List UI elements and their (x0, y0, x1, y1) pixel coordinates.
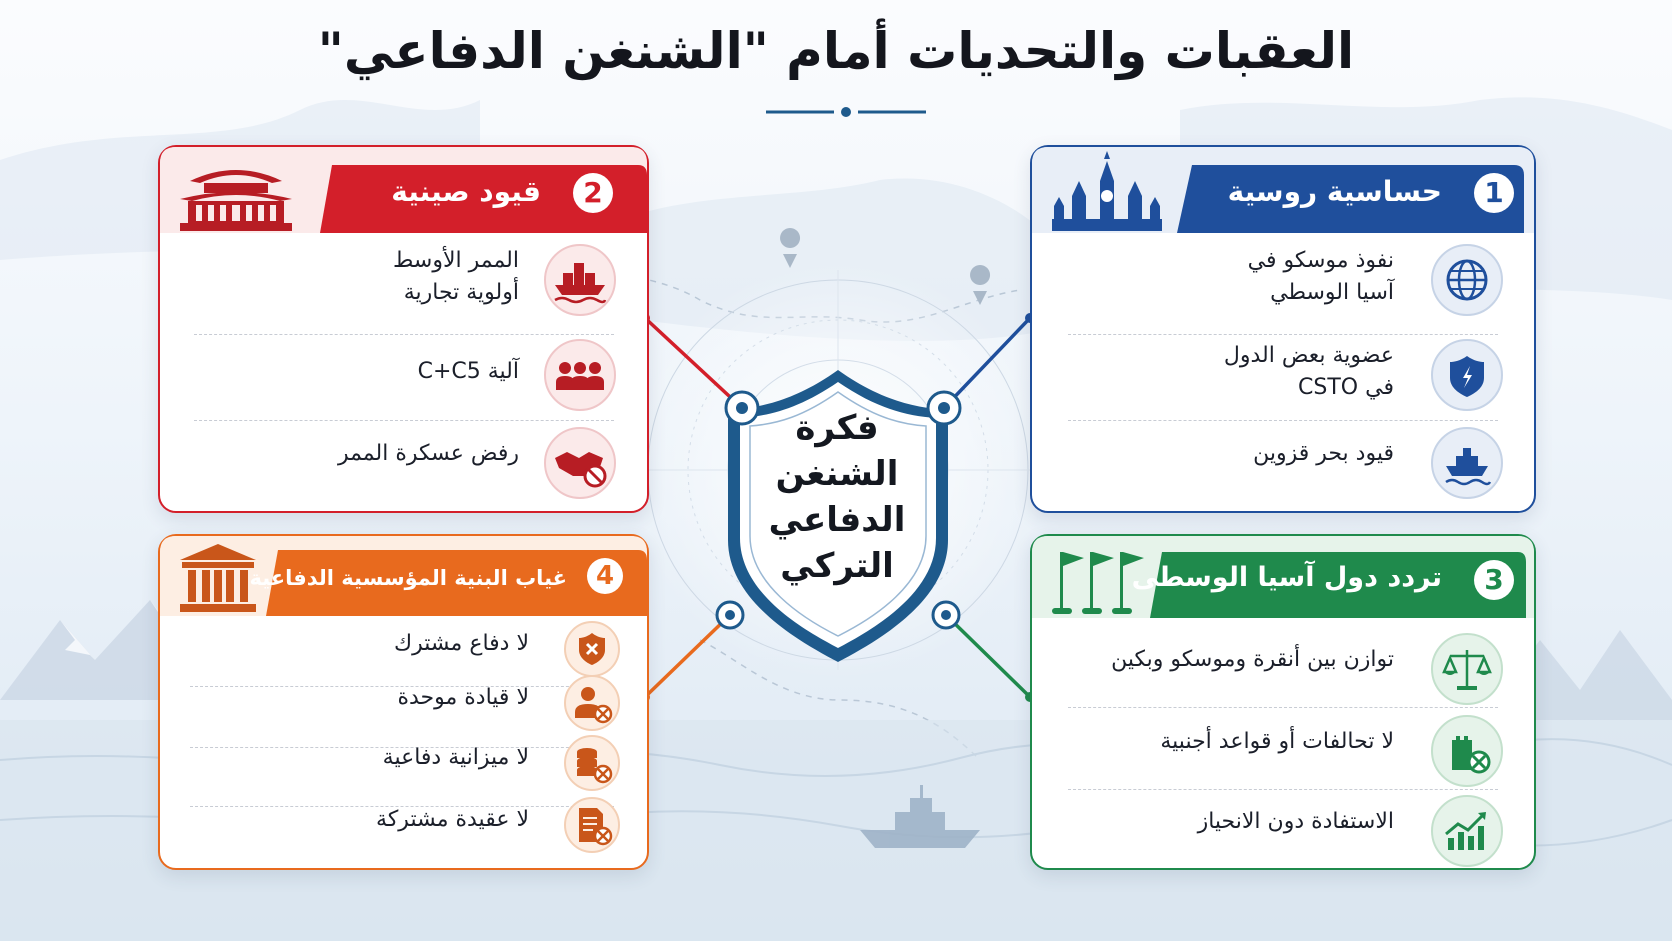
shield-x-icon (563, 620, 621, 678)
item-text: الاستفادة دون الانحياز (1197, 809, 1394, 834)
list-item (1032, 336, 1534, 416)
item-text: توازن بين أنقرة وموسكو وبكين (1111, 647, 1394, 672)
card-institutions (158, 534, 649, 870)
card-central-asia-header (1032, 536, 1534, 618)
growth-chart-icon (1430, 794, 1504, 868)
list-item (160, 239, 647, 319)
list-item (1032, 424, 1534, 504)
item-text: لا تحالفات أو قواعد أجنبية (1160, 729, 1394, 754)
pagoda-icon (180, 159, 292, 231)
card-china-number: 2 (573, 173, 613, 213)
handshake-ban-icon (543, 426, 617, 500)
center-line-4: التركي (780, 546, 894, 586)
item-text: لا ميزانية دفاعية (382, 745, 529, 770)
card-central-asia (1030, 534, 1536, 870)
card-russia (1030, 145, 1536, 513)
divider (194, 420, 614, 421)
institution-icon (180, 544, 256, 614)
card-central-asia-title: تردد دول آسيا الوسطى (1131, 562, 1442, 593)
item-text: عضوية بعض الدول في CSTO (1223, 343, 1394, 400)
coins-ban-icon (563, 734, 621, 792)
divider (1068, 420, 1498, 421)
list-item (160, 336, 647, 416)
list-item (1032, 626, 1534, 706)
title-divider (766, 105, 926, 119)
card-russia-header (1032, 147, 1534, 233)
divider (194, 334, 614, 335)
card-china-header (160, 147, 647, 233)
list-item (160, 808, 647, 888)
item-text: الممر الأوسط أولوية تجارية (393, 248, 519, 305)
kremlin-icon (1052, 151, 1162, 231)
list-item (1032, 239, 1534, 319)
center-line-2: الشنغن (775, 454, 899, 494)
document-ban-icon (563, 796, 621, 854)
card-china (158, 145, 649, 513)
scales-icon (1430, 632, 1504, 706)
card-central-asia-number: 3 (1474, 560, 1514, 600)
card-institutions-header (160, 536, 647, 616)
item-text: لا عقيدة مشتركة (376, 807, 529, 832)
divider (1068, 334, 1498, 335)
card-china-title: قيود صينية (391, 175, 541, 208)
center-line-1: فكرة (795, 408, 879, 448)
list-item (1032, 788, 1534, 868)
item-text: قيود بحر قزوين (1253, 441, 1394, 466)
item-text: لا دفاع مشترك (394, 631, 529, 656)
card-institutions-title: غياب البنية المؤسسية الدفاعية (249, 566, 567, 590)
cargo-ship-icon (543, 243, 617, 317)
list-item (160, 424, 647, 504)
item-text: رفض عسكرة الممر (337, 441, 519, 466)
center-concept (737, 405, 937, 589)
center-line-3: الدفاعي (768, 500, 906, 540)
card-institutions-number: 4 (587, 558, 623, 594)
item-text: نفوذ موسكو في آسيا الوسطي (1247, 248, 1394, 305)
item-text: لا قيادة موحدة (397, 685, 529, 710)
person-ban-icon (563, 674, 621, 732)
card-russia-number: 1 (1474, 173, 1514, 213)
list-item (1032, 708, 1534, 788)
item-text: آلية C+C5 (417, 359, 519, 384)
page-title: العقبات والتحديات أمام "الشنغن الدفاعي" (317, 22, 1355, 80)
card-russia-title: حساسية روسية (1227, 175, 1442, 208)
fort-ban-icon (1430, 714, 1504, 788)
shield-icon (1430, 338, 1504, 412)
ship-icon (1430, 426, 1504, 500)
people-icon (543, 338, 617, 412)
globe-icon (1430, 243, 1504, 317)
